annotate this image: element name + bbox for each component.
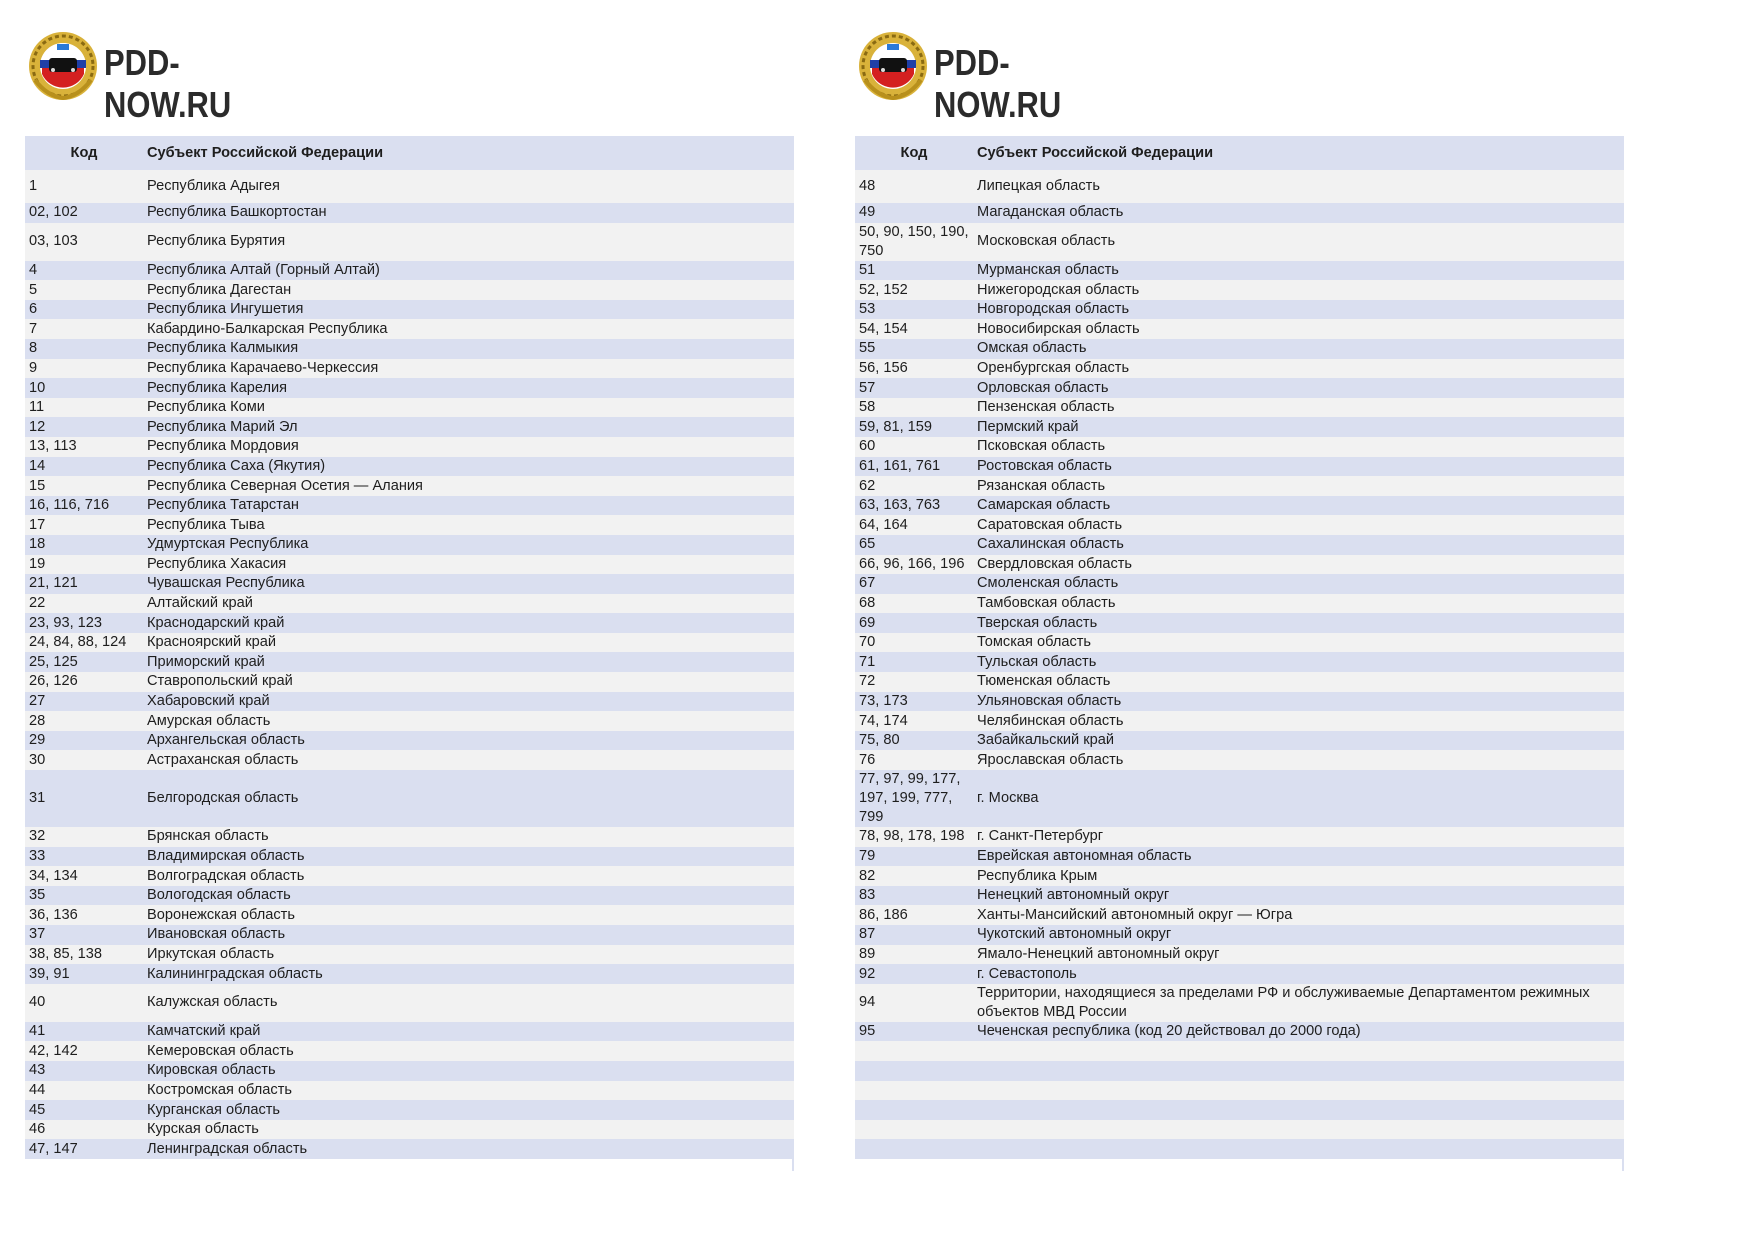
table-row bbox=[25, 203, 794, 223]
region-code: 55 bbox=[855, 339, 973, 359]
header-code: Код bbox=[855, 136, 973, 170]
region-code: 48 bbox=[855, 170, 973, 203]
table-row bbox=[25, 170, 794, 203]
region-code: 34, 134 bbox=[25, 866, 143, 886]
region-code: 46 bbox=[25, 1120, 143, 1140]
table-row bbox=[855, 476, 1624, 496]
table-row bbox=[855, 652, 1624, 672]
table-row bbox=[25, 1139, 794, 1159]
region-name: Вологодская область bbox=[143, 886, 794, 906]
region-name: Сахалинская область bbox=[973, 535, 1624, 555]
region-name: Забайкальский край bbox=[973, 731, 1624, 751]
region-name: Ульяновская область bbox=[973, 692, 1624, 712]
table-row bbox=[25, 750, 794, 770]
table-row bbox=[855, 300, 1624, 320]
region-name bbox=[973, 1120, 1624, 1140]
region-code: 28 bbox=[25, 711, 143, 731]
table-row bbox=[25, 886, 794, 906]
region-code: 33 bbox=[25, 847, 143, 867]
table-row bbox=[25, 261, 794, 281]
table-row bbox=[25, 398, 794, 418]
table-header bbox=[25, 136, 794, 170]
logo-text: PDD-NOW.RU bbox=[934, 42, 1062, 125]
table-row bbox=[25, 1022, 794, 1042]
region-code: 26, 126 bbox=[25, 672, 143, 692]
region-code: 76 bbox=[855, 750, 973, 770]
region-name: Самарская область bbox=[973, 496, 1624, 516]
table-row bbox=[25, 945, 794, 965]
region-name: Чувашская Республика bbox=[143, 574, 794, 594]
table-row bbox=[855, 925, 1624, 945]
region-code: 68 bbox=[855, 594, 973, 614]
region-name: Челябинская область bbox=[973, 711, 1624, 731]
table-row bbox=[855, 886, 1624, 906]
region-code: 52, 152 bbox=[855, 280, 973, 300]
region-name bbox=[973, 1081, 1624, 1101]
table-row bbox=[25, 594, 794, 614]
region-name: Еврейская автономная область bbox=[973, 847, 1624, 867]
region-name bbox=[973, 1041, 1624, 1061]
region-code: 8 bbox=[25, 339, 143, 359]
region-code: 6 bbox=[25, 300, 143, 320]
table-row bbox=[855, 945, 1624, 965]
table-row bbox=[855, 1081, 1624, 1101]
region-code: 23, 93, 123 bbox=[25, 613, 143, 633]
region-name: Республика Адыгея bbox=[143, 170, 794, 203]
police-emblem-icon bbox=[27, 30, 99, 102]
region-code: 95 bbox=[855, 1022, 973, 1042]
region-name: Калужская область bbox=[143, 984, 794, 1022]
region-name: Московская область bbox=[973, 223, 1624, 261]
region-name: Республика Крым bbox=[973, 866, 1624, 886]
table-row bbox=[855, 574, 1624, 594]
table-row bbox=[855, 170, 1624, 203]
region-code: 87 bbox=[855, 925, 973, 945]
region-code: 70 bbox=[855, 633, 973, 653]
region-code bbox=[855, 1081, 973, 1101]
region-name: Республика Алтай (Горный Алтай) bbox=[143, 261, 794, 281]
table-row bbox=[25, 457, 794, 477]
region-code: 47, 147 bbox=[25, 1139, 143, 1159]
region-name: Республика Башкортостан bbox=[143, 203, 794, 223]
table-row bbox=[25, 417, 794, 437]
table-row bbox=[855, 457, 1624, 477]
region-name bbox=[973, 1139, 1624, 1159]
region-code: 58 bbox=[855, 398, 973, 418]
region-code: 24, 84, 88, 124 bbox=[25, 633, 143, 653]
table-row bbox=[25, 984, 794, 1022]
region-code: 92 bbox=[855, 964, 973, 984]
region-name: Ленинградская область bbox=[143, 1139, 794, 1159]
table-row bbox=[25, 280, 794, 300]
region-name: Ростовская область bbox=[973, 457, 1624, 477]
region-code: 60 bbox=[855, 437, 973, 457]
table-row bbox=[25, 633, 794, 653]
region-code: 19 bbox=[25, 555, 143, 575]
region-name: Астраханская область bbox=[143, 750, 794, 770]
table-row bbox=[855, 672, 1624, 692]
region-name: Ханты-Мансийский автономный округ — Югра bbox=[973, 905, 1624, 925]
region-name: Воронежская область bbox=[143, 905, 794, 925]
region-code: 16, 116, 716 bbox=[25, 496, 143, 516]
region-name: Чукотский автономный округ bbox=[973, 925, 1624, 945]
region-name: Кировская область bbox=[143, 1061, 794, 1081]
region-code: 43 bbox=[25, 1061, 143, 1081]
region-code: 13, 113 bbox=[25, 437, 143, 457]
table-row bbox=[855, 319, 1624, 339]
region-code: 67 bbox=[855, 574, 973, 594]
table-row bbox=[855, 633, 1624, 653]
table-row bbox=[855, 398, 1624, 418]
table-row bbox=[855, 339, 1624, 359]
region-name: Республика Саха (Якутия) bbox=[143, 457, 794, 477]
region-code: 25, 125 bbox=[25, 652, 143, 672]
region-code: 29 bbox=[25, 731, 143, 751]
region-code: 5 bbox=[25, 280, 143, 300]
region-code: 11 bbox=[25, 398, 143, 418]
table-row bbox=[25, 692, 794, 712]
region-code: 44 bbox=[25, 1081, 143, 1101]
region-code: 65 bbox=[855, 535, 973, 555]
region-name: Ямало-Ненецкий автономный округ bbox=[973, 945, 1624, 965]
region-code: 89 bbox=[855, 945, 973, 965]
table-row bbox=[25, 1100, 794, 1120]
logo bbox=[857, 30, 1157, 125]
table-row bbox=[25, 1120, 794, 1140]
region-code bbox=[855, 1041, 973, 1061]
region-name: Липецкая область bbox=[973, 170, 1624, 203]
region-name: Новгородская область bbox=[973, 300, 1624, 320]
region-code bbox=[855, 1100, 973, 1120]
region-code: 59, 81, 159 bbox=[855, 417, 973, 437]
table-row bbox=[25, 437, 794, 457]
region-code: 31 bbox=[25, 770, 143, 827]
table-row bbox=[25, 319, 794, 339]
table-row bbox=[855, 359, 1624, 379]
region-name: Свердловская область bbox=[973, 555, 1624, 575]
region-name: Тамбовская область bbox=[973, 594, 1624, 614]
region-code: 41 bbox=[25, 1022, 143, 1042]
table-row bbox=[855, 1139, 1624, 1159]
table-row bbox=[855, 496, 1624, 516]
header-code: Код bbox=[25, 136, 143, 170]
region-codes-table-left bbox=[25, 136, 794, 1159]
table-row bbox=[25, 770, 794, 827]
region-name: Новосибирская область bbox=[973, 319, 1624, 339]
region-name: Ставропольский край bbox=[143, 672, 794, 692]
region-name: Рязанская область bbox=[973, 476, 1624, 496]
table-row bbox=[25, 359, 794, 379]
region-name: Томская область bbox=[973, 633, 1624, 653]
region-code: 17 bbox=[25, 515, 143, 535]
region-name: Хабаровский край bbox=[143, 692, 794, 712]
table-row bbox=[25, 555, 794, 575]
region-code: 57 bbox=[855, 378, 973, 398]
region-name: Ненецкий автономный округ bbox=[973, 886, 1624, 906]
region-name: Республика Коми bbox=[143, 398, 794, 418]
region-code: 50, 90, 150, 190, 750 bbox=[855, 223, 973, 261]
region-code: 61, 161, 761 bbox=[855, 457, 973, 477]
region-code: 37 bbox=[25, 925, 143, 945]
table-row bbox=[25, 866, 794, 886]
region-name: Калининградская область bbox=[143, 964, 794, 984]
region-name: Тверская область bbox=[973, 613, 1624, 633]
region-name: Саратовская область bbox=[973, 515, 1624, 535]
region-name: Территории, находящиеся за пределами РФ и обслуживаемые Департаментом режимных объектов МВД России bbox=[973, 984, 1624, 1022]
header-subject: Субъект Российской Федерации bbox=[143, 136, 794, 170]
region-code: 74, 174 bbox=[855, 711, 973, 731]
table-row bbox=[25, 223, 794, 261]
table-row bbox=[25, 515, 794, 535]
region-name bbox=[973, 1100, 1624, 1120]
region-code: 51 bbox=[855, 261, 973, 281]
region-code: 94 bbox=[855, 984, 973, 1022]
table-row bbox=[855, 984, 1624, 1022]
region-name: Кабардино-Балкарская Республика bbox=[143, 319, 794, 339]
table-row bbox=[855, 711, 1624, 731]
table-row bbox=[25, 1081, 794, 1101]
table-row bbox=[25, 300, 794, 320]
region-name: Орловская область bbox=[973, 378, 1624, 398]
table-row bbox=[855, 280, 1624, 300]
table-row bbox=[855, 203, 1624, 223]
table-row bbox=[855, 417, 1624, 437]
region-name: Пензенская область bbox=[973, 398, 1624, 418]
region-code: 78, 98, 178, 198 bbox=[855, 827, 973, 847]
region-code: 86, 186 bbox=[855, 905, 973, 925]
region-name: Иркутская область bbox=[143, 945, 794, 965]
table-row bbox=[25, 711, 794, 731]
table-row bbox=[25, 847, 794, 867]
region-code: 27 bbox=[25, 692, 143, 712]
region-name: Республика Дагестан bbox=[143, 280, 794, 300]
region-code: 15 bbox=[25, 476, 143, 496]
region-code bbox=[855, 1120, 973, 1140]
table-row bbox=[855, 613, 1624, 633]
table-row bbox=[855, 770, 1624, 827]
region-code: 40 bbox=[25, 984, 143, 1022]
region-name: Республика Карелия bbox=[143, 378, 794, 398]
table-row bbox=[855, 437, 1624, 457]
region-name: Республика Татарстан bbox=[143, 496, 794, 516]
region-code: 77, 97, 99, 177, 197, 199, 777, 799 bbox=[855, 770, 973, 827]
table-row bbox=[855, 1100, 1624, 1120]
region-code: 30 bbox=[25, 750, 143, 770]
region-code: 10 bbox=[25, 378, 143, 398]
table-row bbox=[25, 827, 794, 847]
table-row bbox=[855, 1120, 1624, 1140]
region-name: Республика Тыва bbox=[143, 515, 794, 535]
region-code: 64, 164 bbox=[855, 515, 973, 535]
region-name: Приморский край bbox=[143, 652, 794, 672]
table-row bbox=[855, 847, 1624, 867]
region-name: Республика Бурятия bbox=[143, 223, 794, 261]
table-row bbox=[855, 555, 1624, 575]
table-row bbox=[855, 731, 1624, 751]
region-name: Псковская область bbox=[973, 437, 1624, 457]
table-row bbox=[25, 1061, 794, 1081]
region-name: Республика Северная Осетия — Алания bbox=[143, 476, 794, 496]
region-code: 83 bbox=[855, 886, 973, 906]
table-row bbox=[25, 672, 794, 692]
region-code: 02, 102 bbox=[25, 203, 143, 223]
table-header bbox=[855, 136, 1624, 170]
region-name: Чеченская республика (код 20 действовал до 2000 года) bbox=[973, 1022, 1624, 1042]
table-row bbox=[855, 261, 1624, 281]
table-row bbox=[25, 378, 794, 398]
region-code: 4 bbox=[25, 261, 143, 281]
region-code: 22 bbox=[25, 594, 143, 614]
region-name: Тюменская область bbox=[973, 672, 1624, 692]
region-code: 21, 121 bbox=[25, 574, 143, 594]
table-row bbox=[855, 223, 1624, 261]
region-name: Смоленская область bbox=[973, 574, 1624, 594]
region-code: 75, 80 bbox=[855, 731, 973, 751]
region-name: г. Санкт-Петербург bbox=[973, 827, 1624, 847]
region-code: 7 bbox=[25, 319, 143, 339]
region-name: Ивановская область bbox=[143, 925, 794, 945]
region-code: 72 bbox=[855, 672, 973, 692]
region-code: 63, 163, 763 bbox=[855, 496, 973, 516]
region-name: Нижегородская область bbox=[973, 280, 1624, 300]
logo-text: PDD-NOW.RU bbox=[104, 42, 232, 125]
table-row bbox=[855, 1061, 1624, 1081]
region-name: Курская область bbox=[143, 1120, 794, 1140]
region-name: Белгородская область bbox=[143, 770, 794, 827]
region-code: 39, 91 bbox=[25, 964, 143, 984]
region-name: Республика Мордовия bbox=[143, 437, 794, 457]
region-code: 82 bbox=[855, 866, 973, 886]
table-row bbox=[25, 1041, 794, 1061]
table-row bbox=[25, 964, 794, 984]
region-name: Краснодарский край bbox=[143, 613, 794, 633]
region-name: Кемеровская область bbox=[143, 1041, 794, 1061]
region-code: 49 bbox=[855, 203, 973, 223]
region-code: 73, 173 bbox=[855, 692, 973, 712]
police-emblem-icon bbox=[857, 30, 929, 102]
region-code: 35 bbox=[25, 886, 143, 906]
region-name: Республика Карачаево-Черкессия bbox=[143, 359, 794, 379]
logo bbox=[27, 30, 327, 125]
region-name: Волгоградская область bbox=[143, 866, 794, 886]
region-name: Курганская область bbox=[143, 1100, 794, 1120]
region-name: Камчатский край bbox=[143, 1022, 794, 1042]
region-name: Республика Калмыкия bbox=[143, 339, 794, 359]
region-name: Пермский край bbox=[973, 417, 1624, 437]
table-row bbox=[855, 692, 1624, 712]
table-row bbox=[25, 476, 794, 496]
region-code: 32 bbox=[25, 827, 143, 847]
table-row bbox=[25, 925, 794, 945]
region-name: Архангельская область bbox=[143, 731, 794, 751]
region-code: 79 bbox=[855, 847, 973, 867]
region-codes-table-right bbox=[855, 136, 1624, 1159]
table-row bbox=[855, 535, 1624, 555]
region-name: Республика Марий Эл bbox=[143, 417, 794, 437]
table-row bbox=[855, 866, 1624, 886]
region-code bbox=[855, 1061, 973, 1081]
region-name: Омская область bbox=[973, 339, 1624, 359]
table-row bbox=[25, 574, 794, 594]
region-name: Амурская область bbox=[143, 711, 794, 731]
region-name: Брянская область bbox=[143, 827, 794, 847]
region-name: Республика Ингушетия bbox=[143, 300, 794, 320]
table-row bbox=[855, 378, 1624, 398]
table-row bbox=[25, 613, 794, 633]
region-name: Республика Хакасия bbox=[143, 555, 794, 575]
region-name: Тульская область bbox=[973, 652, 1624, 672]
table-row bbox=[855, 1022, 1624, 1042]
region-name: Магаданская область bbox=[973, 203, 1624, 223]
region-code: 66, 96, 166, 196 bbox=[855, 555, 973, 575]
region-code: 45 bbox=[25, 1100, 143, 1120]
region-name: Костромская область bbox=[143, 1081, 794, 1101]
region-code: 62 bbox=[855, 476, 973, 496]
region-name: Ярославская область bbox=[973, 750, 1624, 770]
table-row bbox=[25, 496, 794, 516]
region-code: 12 bbox=[25, 417, 143, 437]
region-name: Удмуртская Республика bbox=[143, 535, 794, 555]
region-name: г. Москва bbox=[973, 770, 1624, 827]
table-row bbox=[25, 905, 794, 925]
table-row bbox=[25, 652, 794, 672]
table-row bbox=[855, 827, 1624, 847]
table-row bbox=[855, 594, 1624, 614]
table-row bbox=[25, 339, 794, 359]
region-code: 69 bbox=[855, 613, 973, 633]
region-name: Мурманская область bbox=[973, 261, 1624, 281]
region-code: 03, 103 bbox=[25, 223, 143, 261]
table-row bbox=[855, 964, 1624, 984]
table-row bbox=[855, 515, 1624, 535]
region-code: 53 bbox=[855, 300, 973, 320]
region-code: 42, 142 bbox=[25, 1041, 143, 1061]
region-code: 36, 136 bbox=[25, 905, 143, 925]
table-row bbox=[855, 1041, 1624, 1061]
region-code: 54, 154 bbox=[855, 319, 973, 339]
header-subject: Субъект Российской Федерации bbox=[973, 136, 1624, 170]
region-code: 71 bbox=[855, 652, 973, 672]
region-code: 1 bbox=[25, 170, 143, 203]
table-row bbox=[25, 535, 794, 555]
table-row bbox=[855, 750, 1624, 770]
region-code: 18 bbox=[25, 535, 143, 555]
region-name bbox=[973, 1061, 1624, 1081]
region-code bbox=[855, 1139, 973, 1159]
region-name: Алтайский край bbox=[143, 594, 794, 614]
region-code: 14 bbox=[25, 457, 143, 477]
region-code: 9 bbox=[25, 359, 143, 379]
table-row bbox=[855, 905, 1624, 925]
table-row bbox=[25, 731, 794, 751]
region-code: 38, 85, 138 bbox=[25, 945, 143, 965]
region-name: Оренбургская область bbox=[973, 359, 1624, 379]
region-name: г. Севастополь bbox=[973, 964, 1624, 984]
region-name: Красноярский край bbox=[143, 633, 794, 653]
region-code: 56, 156 bbox=[855, 359, 973, 379]
region-name: Владимирская область bbox=[143, 847, 794, 867]
